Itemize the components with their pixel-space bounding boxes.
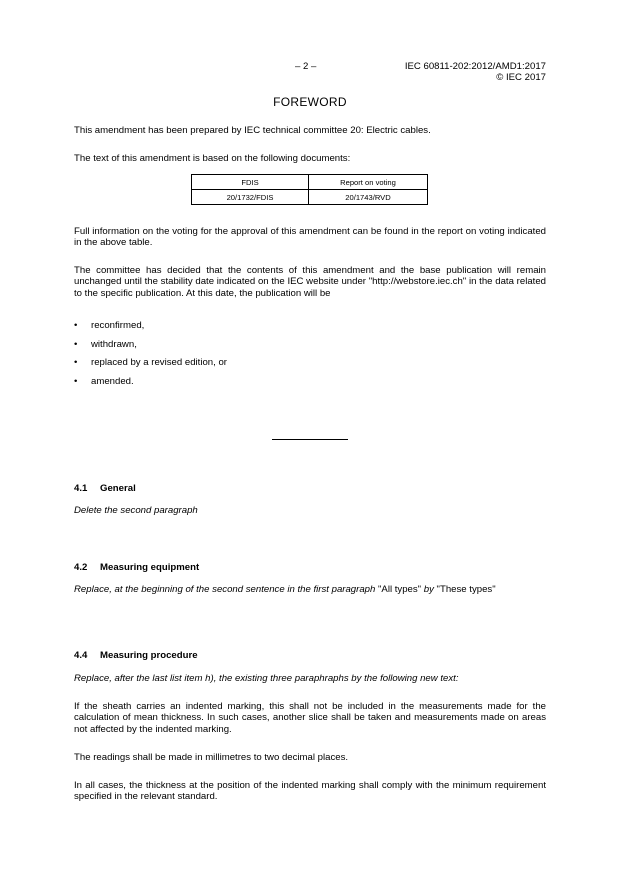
list-item xyxy=(74,320,227,339)
section-title: Measuring equipment xyxy=(100,562,200,573)
quoted-new-text: "These types" xyxy=(433,584,496,595)
foreword-paragraph-4: The committee has decided that the contents of this amendment and the base publication will remain unchanged until the stability date indicated on the IEC website under "http://webstore.iec.ch" in the data related to the specific publication. At this date, the publication will be xyxy=(74,265,546,299)
list-item xyxy=(74,357,227,376)
foreword-paragraph-1: This amendment has been prepared by IEC technical committee 20: Electric cables. xyxy=(74,125,431,136)
list-item-text: amended. xyxy=(91,375,134,387)
section-title: General xyxy=(100,483,136,494)
foreword-paragraph-2: The text of this amendment is based on the following documents: xyxy=(74,153,351,164)
section-number: 4.2 xyxy=(74,562,88,573)
separator-rule xyxy=(272,439,348,440)
page-number: – 2 – xyxy=(295,61,317,72)
section-number: 4.1 xyxy=(74,483,88,494)
section-4-2-heading xyxy=(74,562,199,573)
table-cell: 20/1743/RVD xyxy=(309,190,428,205)
list-item-text: withdrawn, xyxy=(91,338,137,350)
section-4-4-heading xyxy=(74,650,198,661)
quoted-old-text: "All types" xyxy=(375,584,424,595)
bullet-icon: • xyxy=(74,320,78,331)
list-item-text: replaced by a revised edition, or xyxy=(91,357,227,369)
foreword-title: FOREWORD xyxy=(273,95,347,109)
foreword-paragraph-3: Full information on the voting for the approval of this amendment can be found in the report on voting indicated in the above table. xyxy=(74,226,546,249)
table-header-cell: Report on voting xyxy=(309,175,428,190)
standard-id: IEC 60811-202:2012/AMD1:2017 xyxy=(404,61,546,72)
copyright-notice: © IEC 2017 xyxy=(496,72,546,83)
section-4-1-heading xyxy=(74,483,136,494)
section-4-4-instruction: Replace, after the last list item h), the existing three paraphraphs by the following new text: xyxy=(74,673,459,684)
section-4-4-paragraph-3: In all cases, the thickness at the position of the indented marking shall comply with the minimum requirement specified in the relevant standard. xyxy=(74,780,546,803)
section-title: Measuring procedure xyxy=(100,650,198,661)
section-4-2-instruction xyxy=(74,584,546,595)
table-header-row xyxy=(192,175,428,190)
instruction-italic: Replace, at the beginning of the second sentence in the first paragraph xyxy=(74,584,376,595)
table-header-cell: FDIS xyxy=(192,175,309,190)
bullet-icon: • xyxy=(74,357,78,369)
document-header xyxy=(405,61,546,83)
list-item xyxy=(74,339,227,358)
section-4-4-paragraph-1: If the sheath carries an indented marking, this shall not be included in the measurements made for the calculation of mean thickness. In such cases, another slice shall be taken and measurements made on areas not affected by the indented marking. xyxy=(74,701,546,735)
section-4-1-instruction: Delete the second paragraph xyxy=(74,505,198,516)
section-4-4-paragraph-2: The readings shall be made in millimetres to two decimal places. xyxy=(74,752,349,763)
table-cell: 20/1732/FDIS xyxy=(192,190,309,205)
publication-status-list xyxy=(74,320,227,394)
section-number: 4.4 xyxy=(74,650,88,661)
voting-table xyxy=(191,174,428,205)
table-row xyxy=(192,190,428,205)
list-item-text: reconfirmed, xyxy=(91,320,145,331)
bullet-icon: • xyxy=(74,338,78,350)
bullet-icon: • xyxy=(74,375,78,387)
list-item xyxy=(74,376,227,395)
instruction-by: by xyxy=(423,584,434,595)
